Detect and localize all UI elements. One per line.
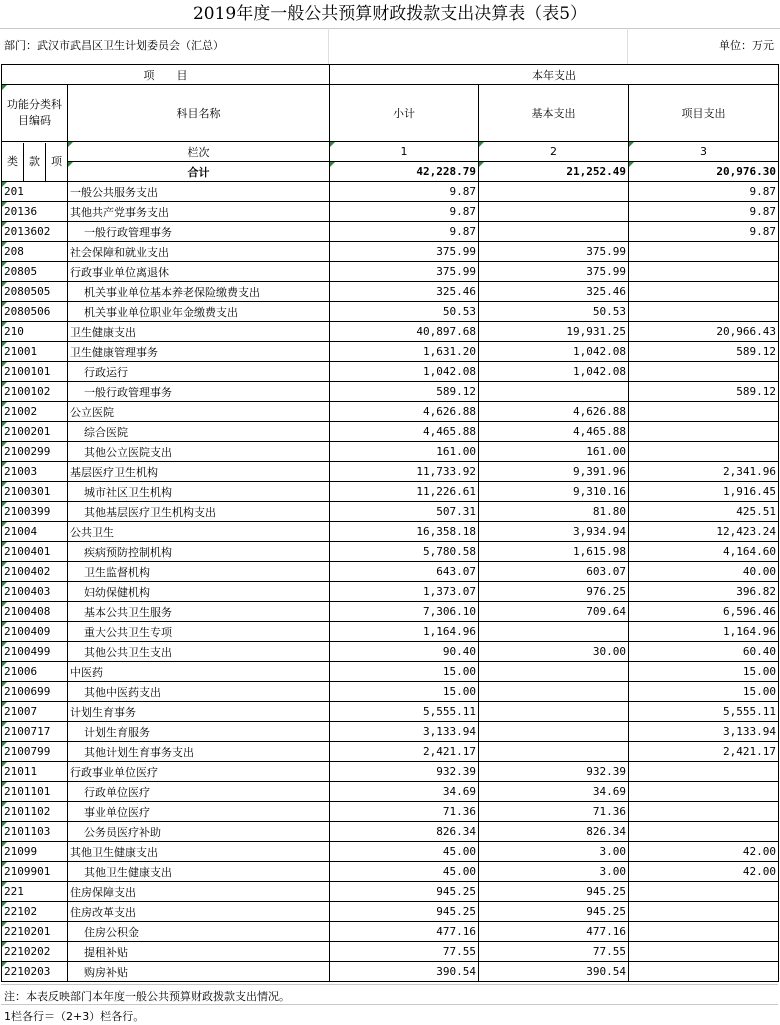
row-code: 2100408 <box>2 602 68 622</box>
row-project: 60.40 <box>629 642 779 662</box>
row-name: 事业单位医疗 <box>68 802 330 822</box>
row-basic: 3.00 <box>479 862 629 882</box>
row-subtotal: 15.00 <box>330 682 479 702</box>
table-row <box>2 882 779 902</box>
row-code: 21002 <box>2 402 68 422</box>
row-project: 5,555.11 <box>629 702 779 722</box>
row-basic: 3,934.94 <box>479 522 629 542</box>
row-subtotal: 1,631.20 <box>330 342 479 362</box>
row-name: 其他公共卫生支出 <box>68 642 330 662</box>
row-subtotal: 7,306.10 <box>330 602 479 622</box>
row-project <box>629 962 779 982</box>
row-name: 机关事业单位职业年金缴费支出 <box>68 302 330 322</box>
row-subtotal: 325.46 <box>330 282 479 302</box>
row-name: 重大公共卫生专项 <box>68 622 330 642</box>
row-project: 589.12 <box>629 342 779 362</box>
row-name: 卫生监督机构 <box>68 562 330 582</box>
row-subtotal: 826.34 <box>330 822 479 842</box>
row-basic: 945.25 <box>479 902 629 922</box>
table-row <box>2 582 779 602</box>
row-code: 20805 <box>2 262 68 282</box>
row-code: 2100201 <box>2 422 68 442</box>
total-basic: 21,252.49 <box>479 162 629 182</box>
row-code: 2013602 <box>2 222 68 242</box>
column-number-3: 3 <box>629 142 779 162</box>
row-project: 1,916.45 <box>629 482 779 502</box>
row-subtotal: 643.07 <box>330 562 479 582</box>
row-subtotal: 5,780.58 <box>330 542 479 562</box>
row-code: 201 <box>2 182 68 202</box>
table-row <box>2 262 779 282</box>
column-number-row <box>2 142 779 162</box>
unit-label: 单位：万元 <box>719 39 774 52</box>
row-project <box>629 902 779 922</box>
row-project: 9.87 <box>629 202 779 222</box>
row-subtotal: 932.39 <box>330 762 479 782</box>
row-code: 221 <box>2 882 68 902</box>
table-row <box>2 222 779 242</box>
row-code: 21001 <box>2 342 68 362</box>
table-row <box>2 802 779 822</box>
row-project <box>629 442 779 462</box>
row-basic <box>479 222 629 242</box>
row-project <box>629 822 779 842</box>
row-basic: 161.00 <box>479 442 629 462</box>
row-name: 疾病预防控制机构 <box>68 542 330 562</box>
row-basic: 4,626.88 <box>479 402 629 422</box>
row-code: 2100409 <box>2 622 68 642</box>
row-project <box>629 802 779 822</box>
table-row <box>2 642 779 662</box>
row-subtotal: 9.87 <box>330 182 479 202</box>
table-row <box>2 342 779 362</box>
row-name: 机关事业单位基本养老保险缴费支出 <box>68 282 330 302</box>
row-code: 21099 <box>2 842 68 862</box>
row-project: 2,341.96 <box>629 462 779 482</box>
row-basic <box>479 702 629 722</box>
row-project: 589.12 <box>629 382 779 402</box>
total-label: 合计 <box>68 162 330 182</box>
table-row <box>2 622 779 642</box>
row-name: 公务员医疗补助 <box>68 822 330 842</box>
row-basic: 325.46 <box>479 282 629 302</box>
table-row <box>2 362 779 382</box>
row-name: 其他计划生育事务支出 <box>68 742 330 762</box>
table-row <box>2 482 779 502</box>
row-name: 住房改革支出 <box>68 902 330 922</box>
row-project: 15.00 <box>629 662 779 682</box>
row-subtotal: 4,465.88 <box>330 422 479 442</box>
row-project <box>629 422 779 442</box>
header-divider <box>627 28 628 64</box>
row-code: 2080505 <box>2 282 68 302</box>
row-basic: 375.99 <box>479 262 629 282</box>
row-name: 住房公积金 <box>68 922 330 942</box>
table-row <box>2 322 779 342</box>
row-name: 妇幼保健机构 <box>68 582 330 602</box>
note-1: 注：本表反映部门本年度一般公共预算财政拨款支出情况。 <box>4 990 290 1003</box>
row-code: 2100499 <box>2 642 68 662</box>
total-row <box>2 162 779 182</box>
row-name: 行政运行 <box>68 362 330 382</box>
row-code: 2100402 <box>2 562 68 582</box>
row-name: 城市社区卫生机构 <box>68 482 330 502</box>
table-row <box>2 942 779 962</box>
table-row <box>2 602 779 622</box>
row-basic: 19,931.25 <box>479 322 629 342</box>
row-basic: 932.39 <box>479 762 629 782</box>
row-name: 基本公共卫生服务 <box>68 602 330 622</box>
row-code: 210 <box>2 322 68 342</box>
row-name: 卫生健康支出 <box>68 322 330 342</box>
table-row <box>2 902 779 922</box>
row-subtotal: 90.40 <box>330 642 479 662</box>
row-basic: 81.80 <box>479 502 629 522</box>
row-name: 中医药 <box>68 662 330 682</box>
table-row <box>2 242 779 262</box>
row-subtotal: 945.25 <box>330 902 479 922</box>
row-project <box>629 242 779 262</box>
row-code: 21011 <box>2 762 68 782</box>
row-subtotal: 945.25 <box>330 882 479 902</box>
row-basic <box>479 182 629 202</box>
row-subtotal: 11,226.61 <box>330 482 479 502</box>
table-row <box>2 542 779 562</box>
row-project: 40.00 <box>629 562 779 582</box>
row-code: 2100403 <box>2 582 68 602</box>
row-basic: 709.64 <box>479 602 629 622</box>
row-name: 行政事业单位医疗 <box>68 762 330 782</box>
row-project: 6,596.46 <box>629 602 779 622</box>
row-project: 3,133.94 <box>629 722 779 742</box>
row-project: 2,421.17 <box>629 742 779 762</box>
row-basic <box>479 662 629 682</box>
table-row <box>2 462 779 482</box>
row-project: 42.00 <box>629 862 779 882</box>
table-row <box>2 282 779 302</box>
row-subtotal: 77.55 <box>330 942 479 962</box>
row-project: 12,423.24 <box>629 522 779 542</box>
row-code: 2100401 <box>2 542 68 562</box>
row-subtotal: 2,421.17 <box>330 742 479 762</box>
row-basic: 1,042.08 <box>479 362 629 382</box>
row-basic <box>479 742 629 762</box>
row-code: 208 <box>2 242 68 262</box>
row-project: 4,164.60 <box>629 542 779 562</box>
row-code: 2101101 <box>2 782 68 802</box>
header-subject-name: 科目名称 <box>68 85 330 142</box>
header-subtotal: 小计 <box>330 85 479 142</box>
row-project <box>629 402 779 422</box>
table-row <box>2 742 779 762</box>
row-subtotal: 375.99 <box>330 242 479 262</box>
row-project <box>629 762 779 782</box>
table-row <box>2 842 779 862</box>
table-row <box>2 862 779 882</box>
row-name: 卫生健康管理事务 <box>68 342 330 362</box>
row-subtotal: 1,373.07 <box>330 582 479 602</box>
row-name: 提租补贴 <box>68 942 330 962</box>
row-code: 22102 <box>2 902 68 922</box>
page-title: 2019年度一般公共预算财政拨款支出决算表（表5） <box>192 4 588 24</box>
row-basic: 9,310.16 <box>479 482 629 502</box>
header-basic: 基本支出 <box>479 85 629 142</box>
row-project <box>629 262 779 282</box>
row-project <box>629 922 779 942</box>
row-code: 2101103 <box>2 822 68 842</box>
header-row <box>2 85 779 142</box>
row-code: 21004 <box>2 522 68 542</box>
table-row <box>2 182 779 202</box>
row-basic: 50.53 <box>479 302 629 322</box>
row-name: 一般行政管理事务 <box>68 382 330 402</box>
row-project: 9.87 <box>629 182 779 202</box>
table-row <box>2 782 779 802</box>
expenditure-table <box>1 64 779 982</box>
row-basic <box>479 722 629 742</box>
row-basic: 390.54 <box>479 962 629 982</box>
table-row <box>2 762 779 782</box>
row-code: 2100301 <box>2 482 68 502</box>
row-subtotal: 15.00 <box>330 662 479 682</box>
row-subtotal: 5,555.11 <box>330 702 479 722</box>
row-name: 综合医院 <box>68 422 330 442</box>
footer-divider <box>1 984 778 985</box>
row-basic: 71.36 <box>479 802 629 822</box>
row-name: 一般行政管理事务 <box>68 222 330 242</box>
table-row <box>2 822 779 842</box>
table-row <box>2 402 779 422</box>
row-code: 2101102 <box>2 802 68 822</box>
table-row <box>2 522 779 542</box>
table-row <box>2 562 779 582</box>
row-project <box>629 302 779 322</box>
table-row <box>2 922 779 942</box>
row-basic: 976.25 <box>479 582 629 602</box>
row-name: 公共卫生 <box>68 522 330 542</box>
row-name: 住房保障支出 <box>68 882 330 902</box>
header-project-exp: 项目支出 <box>629 85 779 142</box>
row-subtotal: 40,897.68 <box>330 322 479 342</box>
header-divider <box>328 28 329 64</box>
row-basic: 3.00 <box>479 842 629 862</box>
row-basic: 945.25 <box>479 882 629 902</box>
row-subtotal: 375.99 <box>330 262 479 282</box>
row-subtotal: 45.00 <box>330 862 479 882</box>
row-code: 2080506 <box>2 302 68 322</box>
header-lei: 类 <box>2 143 24 181</box>
row-name: 购房补贴 <box>68 962 330 982</box>
row-basic: 77.55 <box>479 942 629 962</box>
row-project: 425.51 <box>629 502 779 522</box>
row-basic: 1,042.08 <box>479 342 629 362</box>
row-subtotal: 45.00 <box>330 842 479 862</box>
row-project: 15.00 <box>629 682 779 702</box>
header-level-cell <box>2 142 68 182</box>
row-project <box>629 942 779 962</box>
row-basic <box>479 622 629 642</box>
row-project <box>629 282 779 302</box>
row-code: 2210203 <box>2 962 68 982</box>
row-name: 其他基层医疗卫生机构支出 <box>68 502 330 522</box>
row-code: 21006 <box>2 662 68 682</box>
row-code: 2100717 <box>2 722 68 742</box>
table-row <box>2 382 779 402</box>
table-row <box>2 682 779 702</box>
row-basic <box>479 682 629 702</box>
row-subtotal: 1,042.08 <box>330 362 479 382</box>
row-subtotal: 71.36 <box>330 802 479 822</box>
row-basic <box>479 382 629 402</box>
row-basic: 375.99 <box>479 242 629 262</box>
row-basic: 603.07 <box>479 562 629 582</box>
row-subtotal: 1,164.96 <box>330 622 479 642</box>
row-project <box>629 782 779 802</box>
row-subtotal: 11,733.92 <box>330 462 479 482</box>
table-row <box>2 302 779 322</box>
row-subtotal: 9.87 <box>330 222 479 242</box>
footer-divider <box>1 1004 778 1005</box>
row-name: 其他公立医院支出 <box>68 442 330 462</box>
header-row <box>2 65 779 85</box>
row-code: 21003 <box>2 462 68 482</box>
row-subtotal: 4,626.88 <box>330 402 479 422</box>
row-code: 2100699 <box>2 682 68 702</box>
row-code: 2100101 <box>2 362 68 382</box>
row-code: 2109901 <box>2 862 68 882</box>
row-name: 计划生育事务 <box>68 702 330 722</box>
row-project: 1,164.96 <box>629 622 779 642</box>
row-subtotal: 9.87 <box>330 202 479 222</box>
row-basic: 477.16 <box>479 922 629 942</box>
table-row <box>2 442 779 462</box>
row-name: 其他共产党事务支出 <box>68 202 330 222</box>
total-project: 20,976.30 <box>629 162 779 182</box>
row-basic: 30.00 <box>479 642 629 662</box>
row-basic <box>479 202 629 222</box>
row-name: 行政事业单位离退休 <box>68 262 330 282</box>
row-basic: 1,615.98 <box>479 542 629 562</box>
table-row <box>2 702 779 722</box>
total-subtotal: 42,228.79 <box>330 162 479 182</box>
table-row <box>2 502 779 522</box>
row-name: 社会保障和就业支出 <box>68 242 330 262</box>
row-name: 基层医疗卫生机构 <box>68 462 330 482</box>
row-name: 公立医院 <box>68 402 330 422</box>
table-row <box>2 202 779 222</box>
header-kuan: 款 <box>24 143 46 181</box>
row-subtotal: 34.69 <box>330 782 479 802</box>
row-subtotal: 161.00 <box>330 442 479 462</box>
row-subtotal: 477.16 <box>330 922 479 942</box>
row-subtotal: 507.31 <box>330 502 479 522</box>
row-code: 2210201 <box>2 922 68 942</box>
top-border <box>0 28 780 29</box>
row-subtotal: 16,358.18 <box>330 522 479 542</box>
column-number-2: 2 <box>479 142 629 162</box>
row-code: 2100799 <box>2 742 68 762</box>
header-func-code: 功能分类科目编码 <box>2 85 68 142</box>
row-subtotal: 589.12 <box>330 382 479 402</box>
table-row <box>2 662 779 682</box>
row-name: 一般公共服务支出 <box>68 182 330 202</box>
row-project: 396.82 <box>629 582 779 602</box>
table-row <box>2 722 779 742</box>
row-project: 42.00 <box>629 842 779 862</box>
row-project <box>629 882 779 902</box>
column-number-1: 1 <box>330 142 479 162</box>
row-name: 行政单位医疗 <box>68 782 330 802</box>
row-subtotal: 390.54 <box>330 962 479 982</box>
lanci-label: 栏次 <box>68 142 330 162</box>
header-current-year: 本年支出 <box>330 65 779 85</box>
row-code: 2100399 <box>2 502 68 522</box>
department-label: 部门：武汉市武昌区卫生计划委员会（汇总） <box>4 39 224 52</box>
row-project: 20,966.43 <box>629 322 779 342</box>
note-2: 1栏各行＝（2+3）栏各行。 <box>4 1010 145 1023</box>
row-name: 其他卫生健康支出 <box>68 862 330 882</box>
row-code: 21007 <box>2 702 68 722</box>
row-project: 9.87 <box>629 222 779 242</box>
table-row <box>2 422 779 442</box>
row-subtotal: 50.53 <box>330 302 479 322</box>
header-xiang: 项 <box>51 154 62 168</box>
header-project: 项 目 <box>2 65 330 85</box>
row-name: 其他中医药支出 <box>68 682 330 702</box>
row-code: 20136 <box>2 202 68 222</box>
row-subtotal: 3,133.94 <box>330 722 479 742</box>
table-row <box>2 962 779 982</box>
row-code: 2100299 <box>2 442 68 462</box>
row-basic: 4,465.88 <box>479 422 629 442</box>
row-basic: 9,391.96 <box>479 462 629 482</box>
row-project <box>629 362 779 382</box>
row-basic: 34.69 <box>479 782 629 802</box>
row-name: 其他卫生健康支出 <box>68 842 330 862</box>
row-basic: 826.34 <box>479 822 629 842</box>
row-name: 计划生育服务 <box>68 722 330 742</box>
row-code: 2100102 <box>2 382 68 402</box>
row-code: 2210202 <box>2 942 68 962</box>
